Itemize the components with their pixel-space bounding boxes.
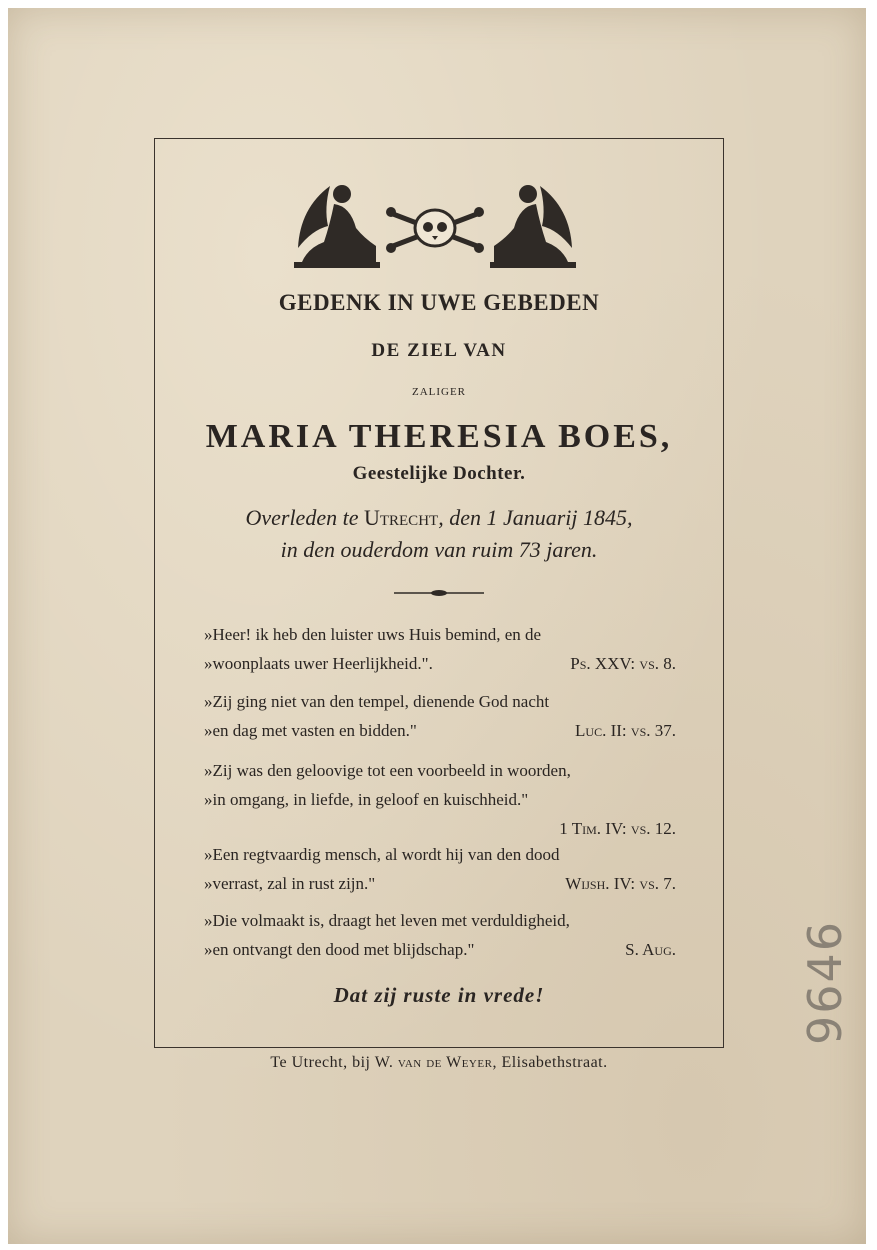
quote-reference: Ps. XXV: vs. 8. (570, 654, 676, 673)
quote-3 (204, 756, 698, 843)
deceased-name: MARIA THERESIA BOES, (205, 418, 673, 455)
farewell-line: Dat zij ruste in vrede! (333, 983, 545, 1007)
quote-1 (204, 620, 698, 678)
death-date: , den 1 Januarij 1845, (438, 505, 633, 530)
printer-imprint: Te Utrecht, bij W. van de Weyer, Elisabethstraat. (270, 1054, 608, 1071)
death-prefix: Overleden te (245, 505, 364, 530)
death-city: Utrecht (363, 505, 439, 530)
ornamental-rule (394, 588, 484, 598)
quote-line: »en dag met vasten en bidden." Luc. II: vs. 37. (204, 716, 698, 745)
quote-line: »Een regtvaardig mensch, al wordt hij van den dood (204, 845, 560, 864)
quote-5 (204, 906, 698, 964)
death-line (154, 505, 724, 531)
deceased-title: Geestelijke Dochter. (352, 463, 526, 484)
skull-crossbones-icon (386, 207, 484, 253)
heading-late: ZALIGER (411, 386, 467, 398)
age-line: in den ouderdom van ruim 73 jaren. (280, 537, 598, 562)
quote-reference: 1 Tim. IV: vs. 12. (559, 819, 676, 838)
quote-line: »woonplaats uwer Heerlijkheid.". Ps. XXV: vs. 8. (204, 649, 698, 678)
quote-line: »Zij ging niet van den tempel, dienende God nacht (204, 692, 550, 711)
quote-line: »Zij was den geloovige tot een voorbeeld in woorden, (204, 761, 571, 780)
mourning-emblem (290, 178, 580, 273)
quote-4 (204, 840, 698, 898)
pencil-inventory-number: 9646 (798, 919, 852, 1045)
printer-name: van de Weyer (397, 1054, 493, 1071)
angel-left-icon (294, 185, 380, 268)
quote-reference: Luc. II: vs. 37. (575, 721, 676, 740)
quote-line: »Die volmaakt is, draagt het leven met verduldigheid, (204, 911, 570, 930)
quote-reference: Wijsh. IV: vs. 7. (565, 874, 676, 893)
quote-reference: S. Aug. (625, 940, 676, 959)
heading-pray: GEDENK IN UWE GEBEDEN (278, 290, 600, 315)
quote-2 (204, 687, 698, 745)
heading-soul-of: DE ZIEL VAN (371, 340, 507, 361)
angel-right-icon (490, 185, 576, 268)
quote-line: »in omgang, in liefde, in geloof en kuischheid." (204, 790, 529, 809)
quote-line: »Heer! ik heb den luister uws Huis bemind, en de (204, 625, 542, 644)
quote-line: »verrast, zal in rust zijn." Wijsh. IV: vs. 7. (204, 869, 698, 898)
quote-line: »en ontvangt den dood met blijdschap." S. Aug. (204, 935, 698, 964)
